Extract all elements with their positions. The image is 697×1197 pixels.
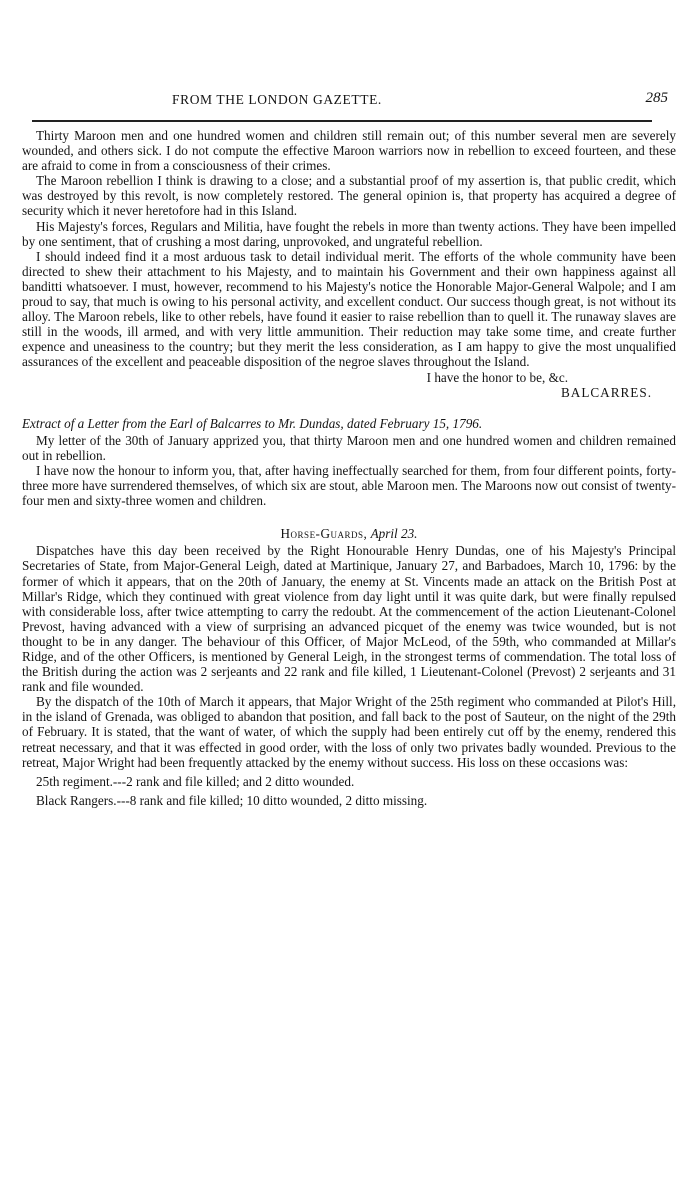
running-head: FROM THE LONDON GAZETTE.: [172, 92, 382, 107]
body-paragraph-4: I should indeed find it a most arduous task to detail individual merit. The efforts of the whole community have been directed to shew their attachment to his Majesty, and to maintain his Government and their own happiness against all banditti whatsoever. I must, however, recommend to his Majesty's notice the Honorable Major-General Walpole; and I am proud to say, that much is owing to his personal activity, and excellent conduct. Our success though great, is not without its alloy. The Maroon rebels, like to other rebels, have found it easier to raise rebellion than to quell it. The runaway slaves are still in the woods, ill armed, and with very little ammunition. Their reduction may take some time, and create further expence and uneasiness to the country; but they merit the less consideration, as I am happy to give the most unqualified assurances of the excellent and peaceable disposition of the negroe slaves throughout the Island.: [22, 248, 676, 370]
gazette-page: [22, 88, 676, 808]
header-rule: [32, 120, 652, 122]
horse-guards-heading: [22, 526, 676, 541]
casualty-line-25th: 25th regiment.---2 rank and file killed; and 2 ditto wounded.: [36, 773, 355, 789]
extract-paragraph-2: I have now the honour to inform you, that, after having ineffectually searched for them, from four different points, forty-three more have surrendered themselves, of which six are stout, able Maroon men. The Maroons now out consist of twenty-four men and sixty-three women and children.: [22, 462, 676, 509]
page-header: [22, 88, 676, 112]
horse-guards-date: April 23.: [370, 526, 418, 542]
letter-signature: BALCARRES.: [561, 384, 652, 400]
letter-closing: I have the honor to be, &c.: [426, 369, 568, 385]
horse-guards-paragraph-1: Dispatches have this day been received by the Right Honourable Henry Dundas, one of his Majesty's Principal Secretaries of State, from Major-General Leigh, dated at Martinique, January 27, and Barbadoes, March 10, 1796: by the former of which it appears, that on the 20th of January, the enemy at St. Vincents made an attack on the British Post at Millar's Ridge, which they continued with great violence from day light until it was quite dark, but were finally repulsed with considerable loss, after twice attempting to carry the redoubt. At the commencement of the action Lieutenant-Colonel Prevost, having advanced with a view of surprising an advanced picquet of the enemy was twice wounded, but is not thought to be in any danger. The behaviour of this Officer, of Major McLeod, of the 59th, who commanded at Millar's Ridge, and of the other Officers, is mentioned by General Leigh, in the strongest terms of commendation. The total loss of the British during the action was 2 serjeants and 22 rank and file killed, 1 Lieutenant-Colonel (Prevost) 2 serjeants and 31 rank and file wounded.: [22, 543, 676, 695]
body-paragraph-2: The Maroon rebellion I think is drawing to a close; and a substantial proof of my assertion is, that public credit, which was destroyed by this revolt, is now completely restored. The general opinion is, that property has acquired a degree of security which it never heretofore had in this Island.: [22, 173, 676, 219]
extract-paragraph-1: My letter of the 30th of January apprized you, that thirty Maroon men and one hundred women and children remained out in rebellion.: [22, 432, 676, 463]
body-paragraph-3: His Majesty's forces, Regulars and Militia, have fought the rebels in more than twenty actions. They have been impelled by one sentiment, that of crushing a most daring, unprovoked, and ungrateful rebellion.: [22, 218, 676, 249]
horse-guards-place: Horse-Guards,: [280, 526, 368, 542]
extract-heading: Extract of a Letter from the Earl of Balcarres to Mr. Dundas, dated February 15, 1796.: [22, 415, 483, 431]
horse-guards-paragraph-2: By the dispatch of the 10th of March it appears, that Major Wright of the 25th regiment who commanded at Pilot's Hill, in the island of Grenada, was obliged to abandon that position, and fall back to the post of Sauteur, on the night of the 29th of February. It is stated, that the want of water, of which the supply had been entirely cut off by the enemy, rendered this retreat necessary, and that it was effected in good order, with the loss of only two privates badly wounded. Previous to the retreat, Major Wright had been frequently attacked by the enemy without success. His loss on these occasions was:: [22, 694, 676, 770]
casualty-line-black-rangers: Black Rangers.---8 rank and file killed; 10 ditto wounded, 2 ditto missing.: [36, 792, 428, 808]
body-paragraph-1: Thirty Maroon men and one hundred women and children still remain out; of this number several men are severely wounded, and others sick. I do not compute the effective Maroon warriors now in rebellion to exceed fourteen, and these are afraid to come in from a consciousness of their crimes.: [22, 128, 676, 174]
page-number: 285: [645, 90, 668, 106]
